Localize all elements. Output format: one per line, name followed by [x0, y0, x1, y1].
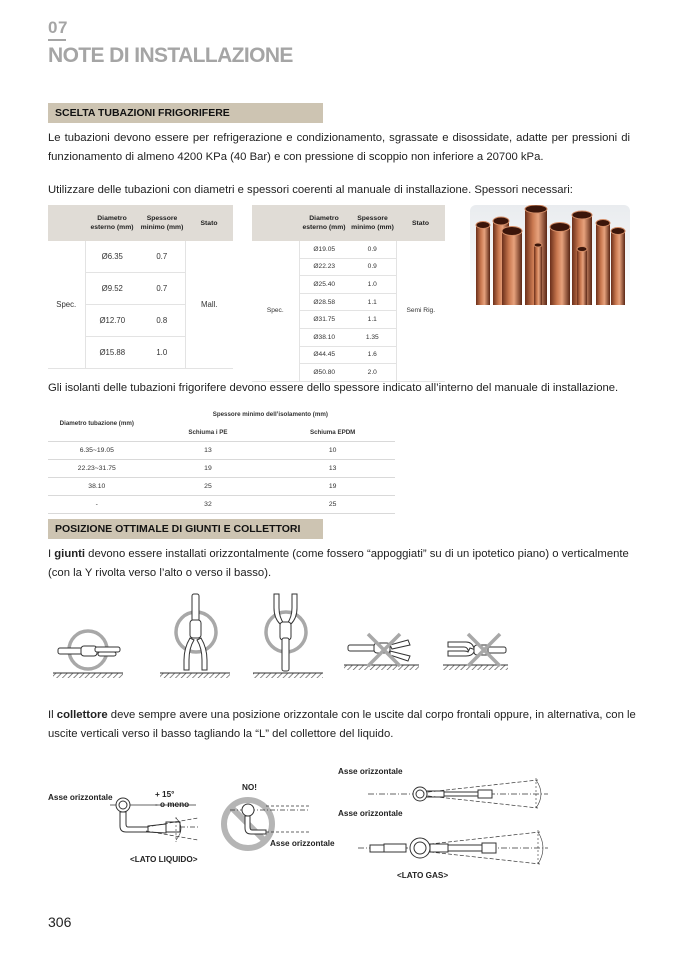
joint-angled-not-ok [443, 634, 508, 670]
diameter-cell: Ø38.10 [299, 328, 349, 346]
paragraph-manifold [48, 706, 638, 744]
table-row [48, 241, 233, 273]
spec-label: Spec. [252, 241, 299, 381]
paragraph-joints [48, 545, 638, 583]
joints-bold: giunti [54, 548, 86, 560]
diameter-cell: Ø50.80 [299, 364, 349, 382]
diameter-cell: Ø12.70 [85, 305, 139, 337]
pe-cell: 19 [146, 460, 271, 478]
joint-vertical-down-ok [160, 594, 230, 678]
state-cell: Mall. [185, 241, 233, 369]
thickness-cell: 1.35 [349, 328, 396, 346]
section-heading-tubazioni: SCELTA TUBAZIONI FRIGORIFERE [48, 103, 323, 123]
header-pipe-diameter: Diametro tubazione (mm) [48, 405, 146, 442]
thickness-cell: 1.0 [349, 276, 396, 294]
chapter-number: 07 [48, 18, 68, 37]
chapter-title: NOTE DI INSTALLAZIONE [48, 44, 293, 67]
paragraph-insulation: Gli isolanti delle tubazioni frigorifere devono essere dello spessore indicato all’interno del manuale di installazione. [48, 382, 619, 394]
thickness-cell: 2.0 [349, 364, 396, 382]
header-pe-foam: Schiuma i PE [146, 424, 271, 442]
epdm-cell: 10 [270, 442, 395, 460]
pe-cell: 32 [146, 496, 271, 514]
page-number: 306 [48, 914, 72, 930]
paragraph-requirements: Le tubazioni devono essere per refrigerazione e condizionamento, sgrassate e disossidate, adatte per pressioni di funzionamento di almeno 4200 KPa (40 Bar) e con pressione di scoppio non inferiore a 20700 kPa. [48, 132, 630, 163]
pipe-diameter-cell: 38.10 [48, 478, 146, 496]
pe-cell: 25 [146, 478, 271, 496]
joint-horizontal-ok [53, 631, 123, 678]
thickness-cell: 0.9 [349, 241, 396, 258]
joint-tilted-not-ok [344, 634, 419, 670]
label-horizontal-axis-3: Asse orizzontale [338, 767, 403, 776]
gas-manifold-bottom [358, 830, 548, 866]
joints-text-post: devono essere installati orizzontalmente (come fossero “appoggiati” su di un ipotetico piano) o verticalmente (con la Y rivolta verso l’alto o verso il basso). [48, 548, 629, 579]
header-diameter: Diametro esterno (mm) [299, 205, 349, 241]
thickness-cell: 1.1 [349, 311, 396, 329]
empty-header [252, 205, 299, 241]
diameter-cell: Ø9.52 [85, 273, 139, 305]
label-horizontal-axis-2: Asse orizzontale [270, 839, 335, 848]
pipe-diameter-cell: 6.35~19.05 [48, 442, 146, 460]
joints-text-pre: I [48, 548, 55, 560]
thickness-cell: 1.1 [349, 293, 396, 311]
header-thickness: Spessore minimo (mm) [139, 205, 185, 241]
table-row [252, 241, 445, 258]
manifold-bold: collettore [56, 709, 108, 721]
diameter-cell: Ø15.88 [85, 337, 139, 369]
tube-table-small [48, 205, 233, 369]
label-no: NO! [242, 783, 258, 792]
diameter-cell: Ø6.35 [85, 241, 139, 273]
thickness-cell: 0.8 [139, 305, 185, 337]
thickness-cell: 0.7 [139, 241, 185, 273]
thickness-cell: 1.0 [139, 337, 185, 369]
table-row [48, 460, 395, 478]
pe-cell: 13 [146, 442, 271, 460]
thickness-cell: 1.6 [349, 346, 396, 364]
paragraph-thickness: Utilizzare delle tubazioni con diametri e spessori coerenti al manuale di installazione. Spessori necessari: [48, 184, 573, 196]
header-thickness: Spessore minimo (mm) [349, 205, 396, 241]
label-horizontal-axis-1: Asse orizzontale [48, 793, 113, 802]
diameter-cell: Ø44.45 [299, 346, 349, 364]
header-diameter: Diametro esterno (mm) [85, 205, 139, 241]
table-row [48, 442, 395, 460]
insulation-table [48, 405, 395, 514]
label-plus-15: + 15° [155, 790, 175, 799]
thickness-cell: 0.9 [349, 258, 396, 276]
header-insulation-group: Spessore minimo dell’isolamento (mm) [212, 411, 328, 418]
thickness-cell: 0.7 [139, 273, 185, 305]
diameter-cell: Ø28.58 [299, 293, 349, 311]
copper-pipes-photo [470, 205, 630, 305]
section-heading-giunti: POSIZIONE OTTIMALE DI GIUNTI E COLLETTORI [48, 519, 323, 539]
table-row [48, 478, 395, 496]
header-epdm-foam: Schiuma EPDM [270, 424, 395, 442]
pipe-diameter-cell: - [48, 496, 146, 514]
spec-label: Spec. [48, 241, 85, 369]
label-gas-side: <LATO GAS> [397, 871, 449, 880]
manifold-text-post: deve sempre avere una posizione orizzontale con le uscite dal corpo frontali oppure, in alternativa, con le uscite verticali verso il basso tagliando la “L” del collettore del liquido. [48, 709, 636, 740]
header-state: Stato [185, 205, 233, 241]
manifold-text-pre: Il [48, 709, 57, 721]
epdm-cell: 19 [270, 478, 395, 496]
header-state: Stato [396, 205, 445, 241]
diameter-cell: Ø31.75 [299, 311, 349, 329]
diameter-cell: Ø25.40 [299, 276, 349, 294]
label-horizontal-axis-4: Asse orizzontale [338, 809, 403, 818]
epdm-cell: 13 [270, 460, 395, 478]
tube-table-large [252, 205, 445, 382]
label-liquid-side: <LATO LIQUIDO> [130, 855, 198, 864]
empty-header [48, 205, 85, 241]
label-or-less: - o meno [155, 800, 190, 809]
joint-vertical-up-ok [253, 594, 323, 678]
joint-diagrams [48, 590, 508, 680]
chapter-underline [48, 39, 66, 41]
pipe-diameter-cell: 22.23~31.75 [48, 460, 146, 478]
table-row [48, 496, 395, 514]
epdm-cell: 25 [270, 496, 395, 514]
state-cell: Semi Rig. [396, 241, 445, 381]
gas-manifold-top [368, 778, 548, 810]
diameter-cell: Ø22.23 [299, 258, 349, 276]
diameter-cell: Ø19.05 [299, 241, 349, 258]
manifold-diagrams [48, 760, 553, 885]
